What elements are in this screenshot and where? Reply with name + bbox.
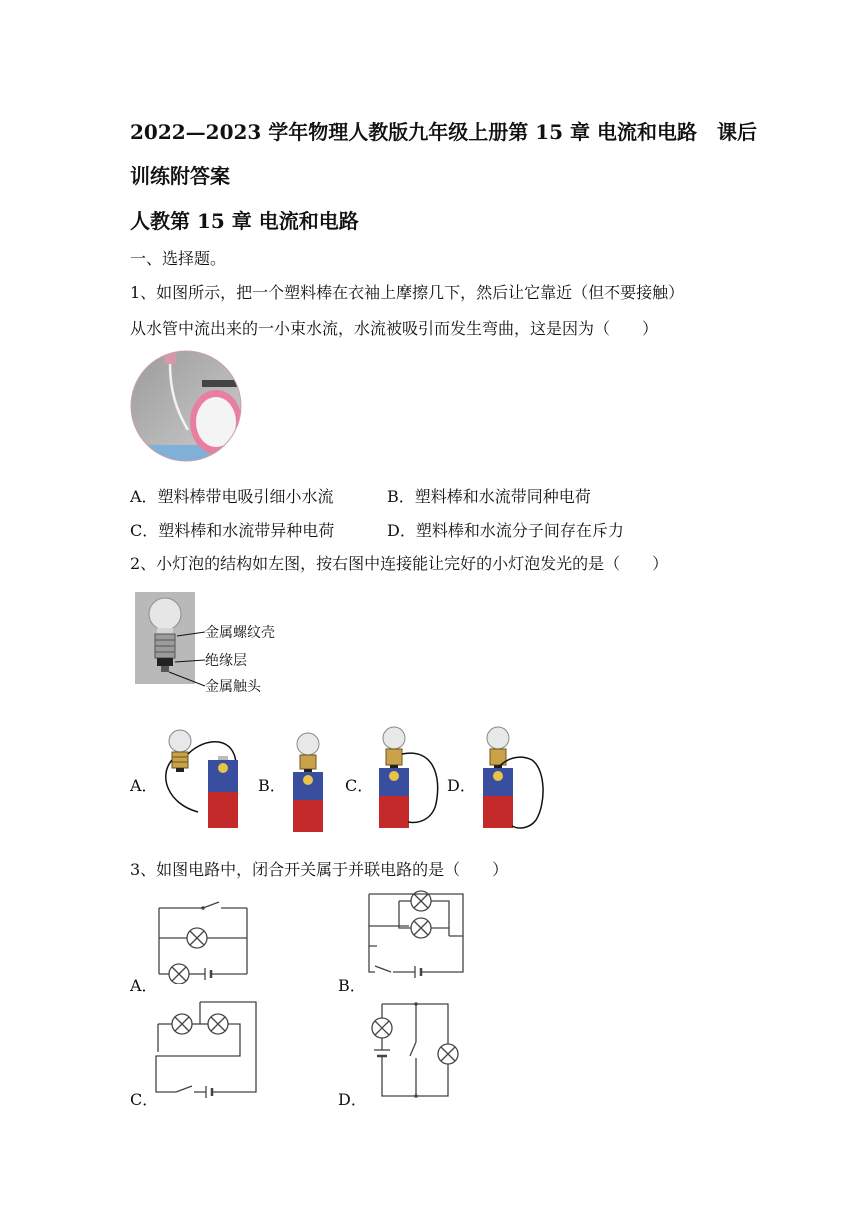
q3-option-c-circuit [152,996,262,1098]
document-title-line2: 训练附答案 [130,164,230,188]
q1-option-c[interactable]: C．塑料棒和水流带异种电荷 [130,521,335,540]
q1-option-b[interactable]: B．塑料棒和水流带同种电荷 [387,487,591,506]
q1-stem-line2: 从水管中流出来的一小束水流，水流被吸引而发生弯曲，这是因为（ ） [130,319,659,338]
q2-option-c-label[interactable]: C． [345,776,374,795]
q3-option-a-label[interactable]: A． [130,976,158,995]
q3-option-d-circuit [366,998,466,1102]
q1-option-a[interactable]: A．塑料棒带电吸引细小水流 [130,487,334,506]
q3-option-b-circuit [365,886,467,982]
q2-option-d-label[interactable]: D． [447,776,476,795]
q2-stem: 2、小灯泡的结构如左图，按右图中连接能让完好的小灯泡发光的是（ ） [130,554,669,573]
q1-water-stream-photo [130,350,242,462]
q1-stem-line1: 1、如图所示，把一个塑料棒在衣袖上摩擦几下，然后让它靠近（但不要接触） [130,283,685,302]
q2-option-d-circuit [476,724,548,830]
q3-option-b-label[interactable]: B． [338,976,366,995]
q3-option-d-label[interactable]: D． [338,1090,367,1109]
label-metal-screw-shell: 金属螺纹壳 [205,625,275,641]
q2-option-a-circuit [158,726,248,830]
label-insulation-layer: 绝缘层 [205,653,247,669]
q2-option-b-circuit [286,730,330,832]
label-metal-contact: 金属触头 [205,679,261,695]
section-heading: 一、选择题。 [130,249,227,268]
q2-option-c-circuit [372,724,446,828]
q3-stem: 3、如图电路中，闭合开关属于并联电路的是（ ） [130,860,509,879]
chapter-heading: 人教第 15 章 电流和电路 [130,209,359,233]
document-title-line1: 2022—2023 学年物理人教版九年级上册第 15 章 电流和电路 课后 [130,120,758,144]
q1-option-d[interactable]: D．塑料棒和水流分子间存在斥力 [387,521,624,540]
q3-option-c-label[interactable]: C． [130,1090,159,1109]
q2-option-a-label[interactable]: A． [130,776,158,795]
q3-option-a-circuit [155,898,253,984]
q2-option-b-label[interactable]: B． [258,776,286,795]
q2-bulb-structure-figure [135,592,305,700]
